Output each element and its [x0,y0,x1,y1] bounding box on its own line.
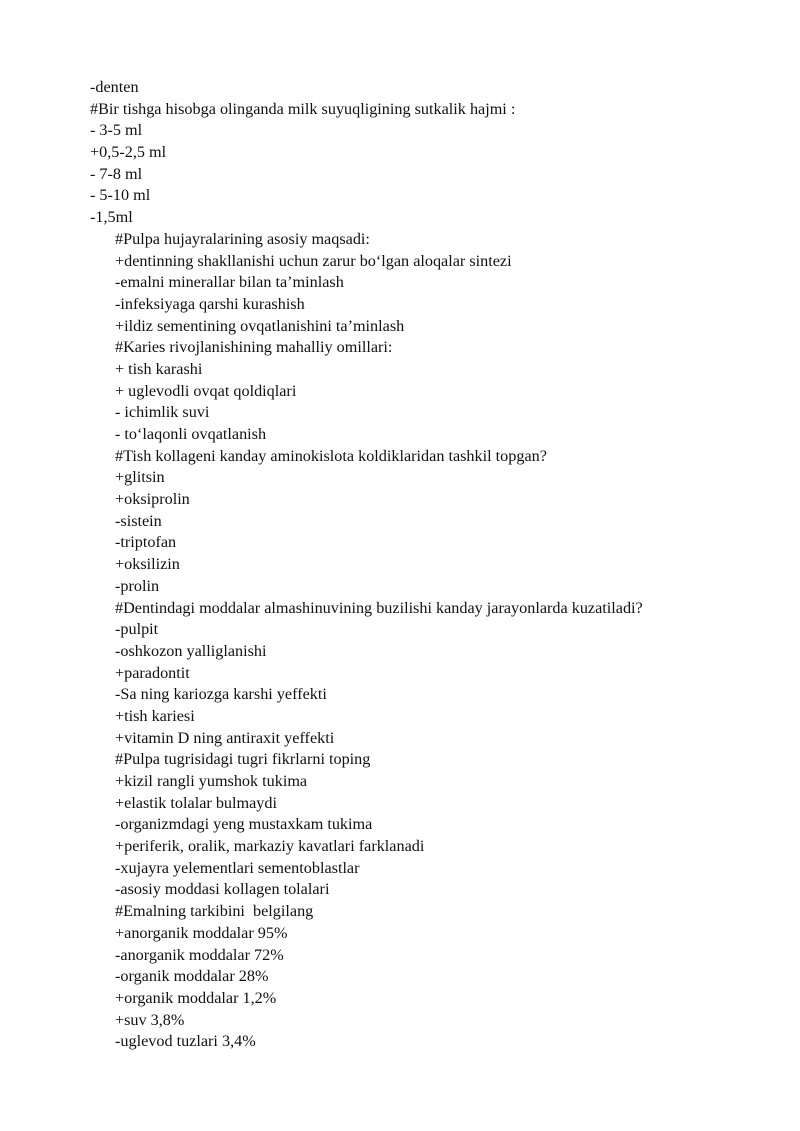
correct-answer-line: +oksilizin [115,555,180,574]
correct-answer-line: +organik moddalar 1,2% [115,988,277,1007]
answer-option-line: -organik moddalar 28% [115,967,269,986]
answer-option-line: - to‘laqonli ovqatlanish [115,425,267,443]
answer-option-line: - ichimlik suvi [115,403,210,422]
correct-answer-line: +dentinning shakllanishi uchun zarur bo‘lgan aloqalar sintezi [115,251,512,270]
answer-option-line: - 3-5 ml [90,121,143,140]
answer-option-line: -xujayra yelementlari sementoblastlar [115,858,360,877]
answer-option-line: -uglevod tuzlari 3,4% [115,1032,256,1051]
correct-answer-line: +glitsin [115,468,165,487]
question-line: #Pulpa hujayralarining asosiy maqsadi: [115,229,370,248]
correct-answer-line: +paradontit [115,663,190,682]
correct-answer-line: +anorganik moddalar 95% [115,923,288,942]
question-line: #Karies rivojlanishining mahalliy omillari: [115,338,393,357]
answer-option-line: -oshkozon yalliglanishi [115,641,267,660]
correct-answer-line: +oksiprolin [115,490,190,509]
question-line: #Bir tishga hisobga olinganda milk suyuqligining sutkalik hajmi : [90,99,516,118]
question-line: #Emalning tarkibini belgilang [115,902,314,921]
correct-answer-line: +vitamin D ning antiraxit yeffekti [115,728,335,747]
document-body [0,77,800,1053]
answer-option-line: -Sa ning kariozga karshi yeffekti [115,685,327,704]
answer-option-line: -emalni minerallar bilan ta’minlash [115,273,344,292]
answer-option-line: -prolin [115,576,160,595]
correct-answer-line: + tish karashi [115,359,203,378]
answer-option-line: -1,5ml [90,208,133,227]
answer-option-line: -asosiy moddasi kollagen tolalari [115,880,330,899]
correct-answer-line: +tish kariesi [115,706,195,725]
answer-option-line: -anorganik moddalar 72% [115,945,284,964]
correct-answer-line: +ildiz sementining ovqatlanishini ta’minlash [115,316,405,335]
correct-answer-line: + uglevodli ovqat qoldiqlari [115,381,297,400]
question-line: #Pulpa tugrisidagi tugri fikrlarni toping [115,750,371,769]
answer-option-line: - 5-10 ml [90,186,151,205]
correct-answer-line: +suv 3,8% [115,1010,185,1029]
answer-option-line: -sistein [115,511,162,530]
correct-answer-line: +elastik tolalar bulmaydi [115,793,277,812]
question-line: #Dentindagi moddalar almashinuvining buzilishi kanday jarayonlarda kuzatiladi? [115,598,643,617]
correct-answer-line: +periferik, oralik, markaziy kavatlari farklanadi [115,837,425,856]
answer-option-line: -triptofan [115,533,177,552]
question-line: #Tish kollageni kanday aminokislota koldiklaridan tashkil topgan? [115,446,547,465]
answer-option-line: -organizmdagi yeng mustaxkam tukima [115,815,373,834]
correct-answer-line: +kizil rangli yumshok tukima [115,772,308,790]
answer-option-line: - 7-8 ml [90,164,143,183]
answer-option-line: -pulpit [115,620,159,639]
correct-answer-line: +0,5-2,5 ml [90,143,167,162]
answer-option-line: -infeksiyaga qarshi kurashish [115,294,305,313]
answer-option-line: -denten [90,78,139,96]
